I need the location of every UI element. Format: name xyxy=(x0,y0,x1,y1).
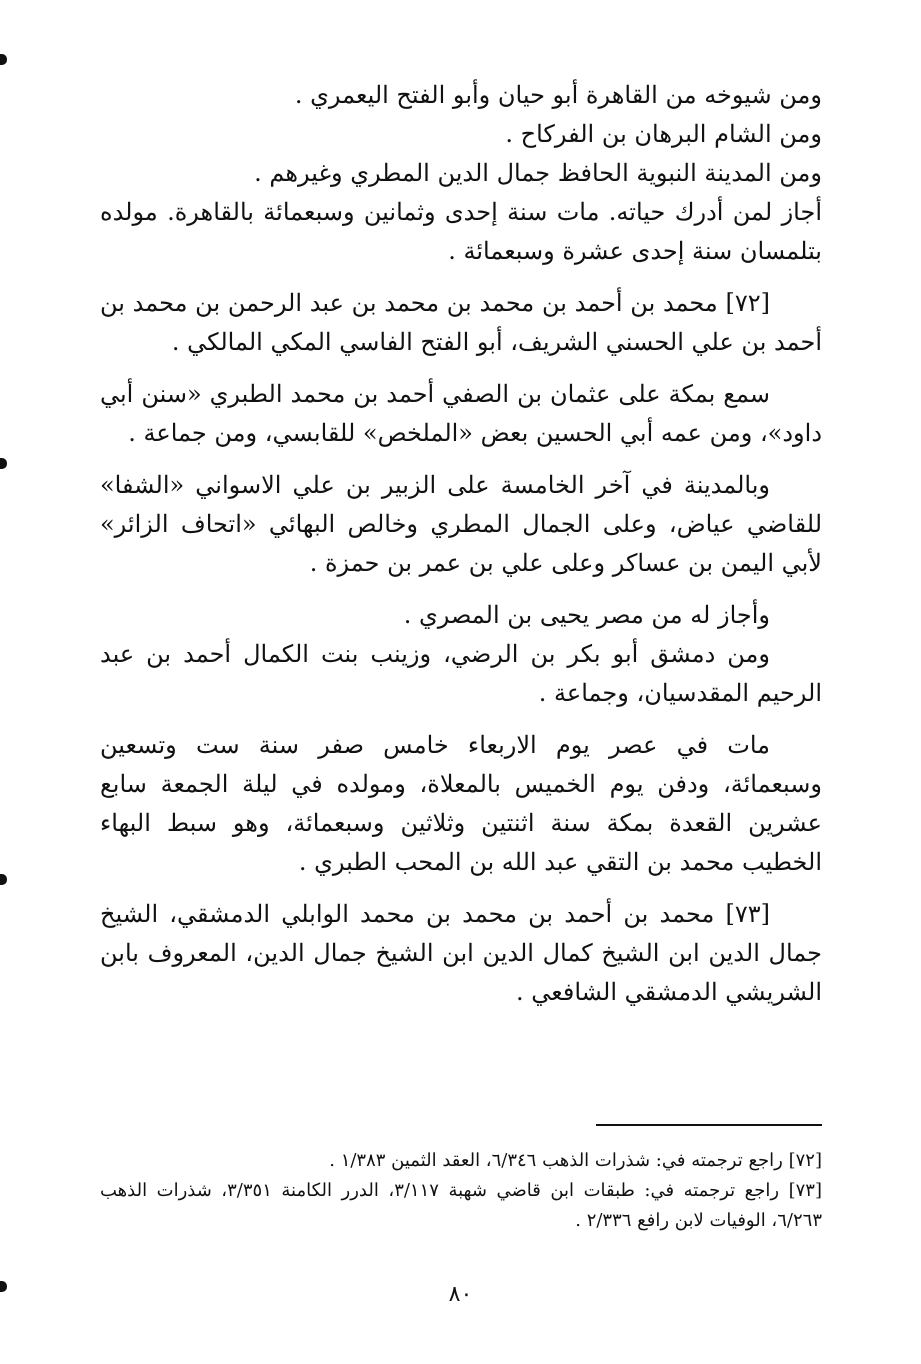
entry-72-heading: [٧٢] محمد بن أحمد بن محمد بن محمد بن عبد الرحمن بن محمد بن أحمد بن علي الحسني الشريف، أبو الفتح الفاسي المكي المالكي . xyxy=(100,289,822,356)
paragraph-samia-makka: سمع بمكة على عثمان بن الصفي أحمد بن محمد الطبري «سنن أبي داود»، ومن عمه أبي الحسين بعض «الملخص» للقابسي، ومن جماعة . xyxy=(100,380,822,447)
footnotes xyxy=(100,1146,822,1236)
paragraph-shuyukh-sham: ومن الشام البرهان بن الفركاح . xyxy=(505,120,822,148)
scan-mark xyxy=(0,874,7,885)
footnote-73: [٧٣] راجع ترجمته في: طبقات ابن قاضي شهبة ٣/١١٧، الدرر الكامنة ٣/٣٥١، شذرات الذهب ٦/٢٦٣، الوفيات لابن رافع ٢/٣٣٦ . xyxy=(100,1180,822,1231)
scan-mark xyxy=(0,458,7,469)
entry-73-heading: [٧٣] محمد بن أحمد بن محمد بن محمد الوابلي الدمشقي، الشيخ جمال الدين ابن الشيخ كمال الدين ابن الشيخ جمال الدين، المعروف بابن الشريشي الدمشقي الشافعي . xyxy=(100,900,822,1006)
page-number: ٨٠ xyxy=(448,1282,473,1307)
paragraph-death-birth: أجاز لمن أدرك حياته. مات سنة إحدى وثمانين وسبعمائة بالقاهرة. مولده بتلمسان سنة إحدى عشرة وسبعمائة . xyxy=(100,198,822,265)
main-text xyxy=(100,76,822,1012)
paragraph-shuyukh-cairo: ومن شيوخه من القاهرة أبو حيان وأبو الفتح اليعمري . xyxy=(294,81,822,109)
footnote-divider xyxy=(596,1124,822,1126)
paragraph-death-72: مات في عصر يوم الاربعاء خامس صفر سنة ست وتسعين وسبعمائة، ودفن يوم الخميس بالمعلاة، ومولده في ليلة الجمعة سابع عشرين القعدة بمكة سنة اثنتين وثلاثين وسبعمائة، وهو سبط البهاء الخطيب محمد بن التقي عبد الله بن المحب الطبري . xyxy=(100,731,822,876)
scan-mark xyxy=(0,54,7,65)
paragraph-dimashq: ومن دمشق أبو بكر بن الرضي، وزينب بنت الكمال أحمد بن عبد الرحيم المقدسيان، وجماعة . xyxy=(100,640,822,707)
paragraph-madina: وبالمدينة في آخر الخامسة على الزبير بن علي الاسواني «الشفا» للقاضي عياض، وعلى الجمال المطري وخالص البهائي «اتحاف الزائر» لأبي اليمن بن عساكر وعلى علي بن عمر بن حمزة . xyxy=(100,471,822,577)
footnote-72: [٧٢] راجع ترجمته في: شذرات الذهب ٦/٣٤٦، العقد الثمين ١/٣٨٣ . xyxy=(329,1150,822,1171)
paragraph-shuyukh-madina: ومن المدينة النبوية الحافظ جمال الدين المطري وغيرهم . xyxy=(254,159,822,187)
paragraph-ijaza-misr: وأجاز له من مصر يحيى بن المصري . xyxy=(403,601,770,629)
